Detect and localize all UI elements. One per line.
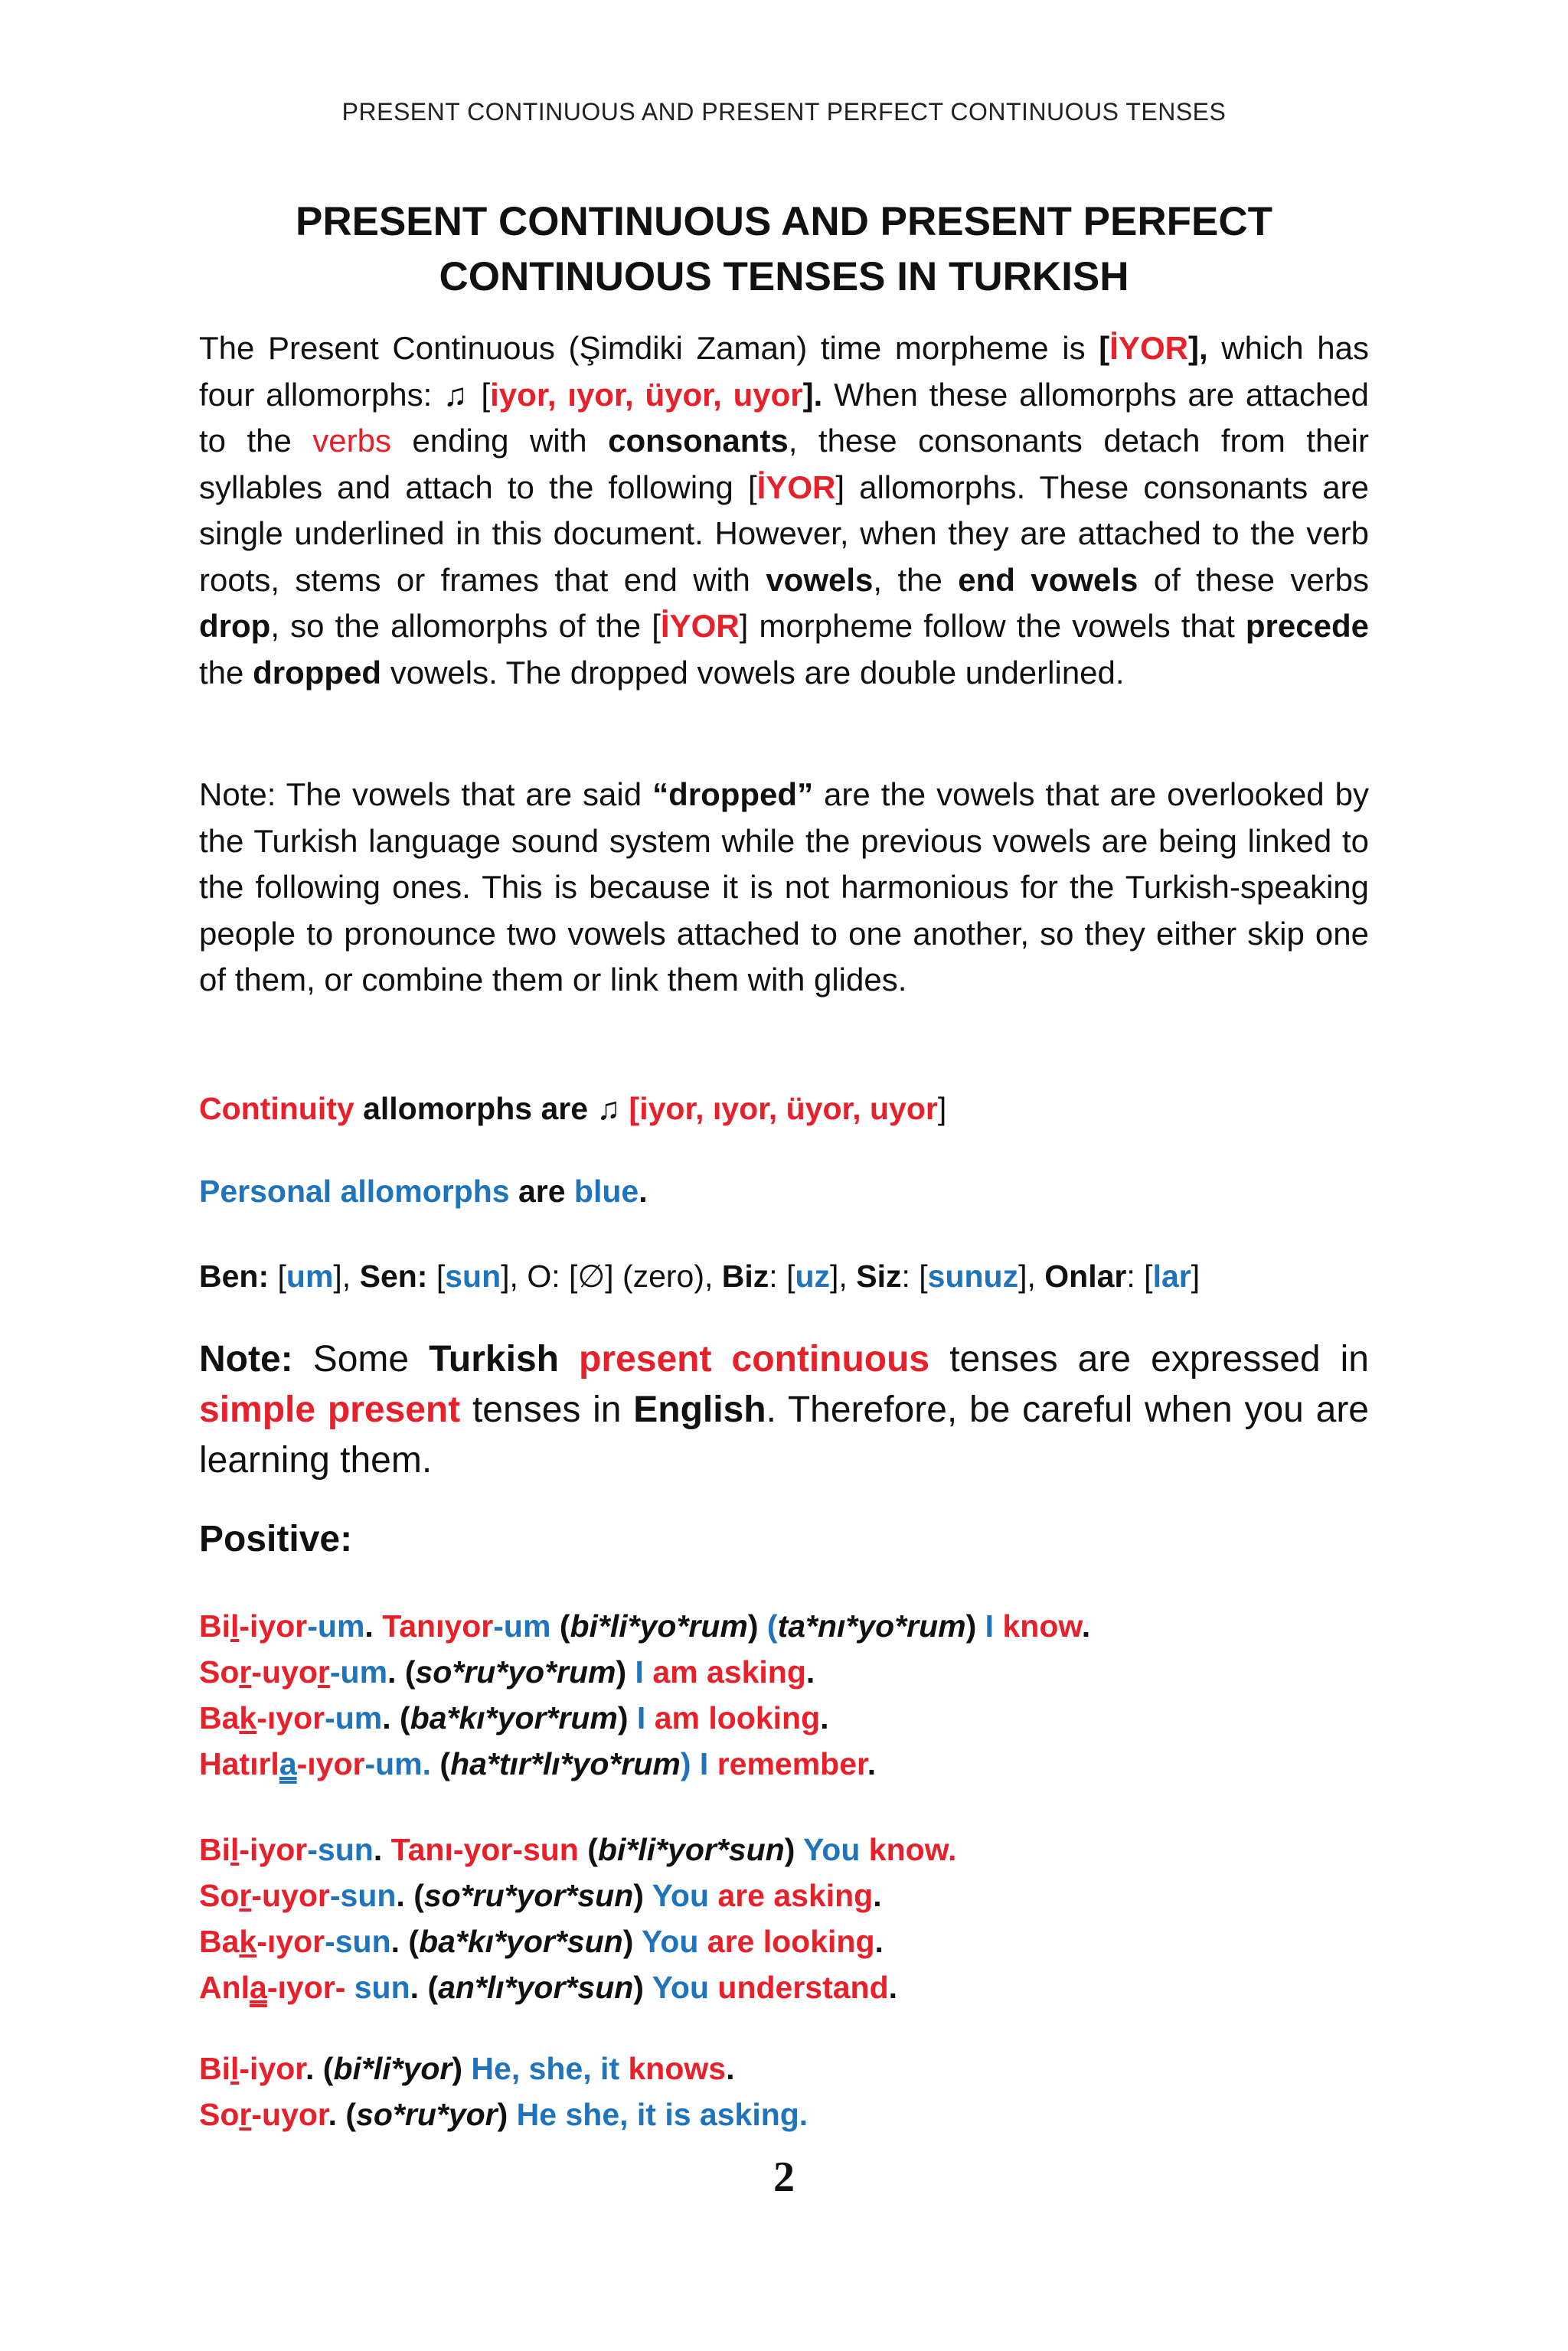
verb-stem: Bi — [199, 1832, 230, 1867]
punct: ( — [766, 1608, 778, 1644]
note2-text: tenses in — [460, 1389, 634, 1430]
pronunciation: ha*tır*lı*yo*rum — [450, 1746, 681, 1781]
morpheme-iyor: İYOR — [1109, 330, 1188, 366]
pronoun-biz: Biz — [721, 1259, 769, 1294]
bracket: ], — [333, 1259, 360, 1294]
bracket: ], — [830, 1259, 857, 1294]
detached-consonant: r — [317, 1654, 330, 1690]
pronunciation: bi*li*yo*rum — [570, 1608, 748, 1644]
morpheme-iyor: İYOR — [660, 608, 740, 644]
bracket: ]. — [802, 376, 823, 413]
positive-heading: Positive: — [199, 1519, 353, 1559]
example-line — [199, 2091, 1369, 2137]
continuity-suffix: -uyor — [251, 1878, 330, 1913]
punct: . ( — [387, 1654, 416, 1690]
continuity-text: allomorphs are ♫ — [354, 1091, 629, 1126]
blue-word: blue — [573, 1174, 639, 1209]
dropped-quote: “dropped” — [652, 776, 814, 812]
punct: ) — [617, 1700, 637, 1735]
punct: ) — [633, 1970, 652, 2005]
punct: ( — [578, 1832, 598, 1867]
intro-text: ] morpheme follow the vowels that — [739, 608, 1246, 644]
personal-suffix: -um. — [364, 1746, 432, 1781]
end-vowels-term: end vowels — [958, 561, 1138, 598]
pronunciation: so*ru*yo*rum — [415, 1654, 616, 1690]
continuity-suffix: -ıyor- — [266, 1970, 346, 2005]
verb-stem: So — [199, 2097, 240, 2132]
period: . — [639, 1174, 648, 1209]
personal-suffix: -um — [493, 1608, 551, 1644]
translation: knows — [619, 2051, 727, 2086]
bracket: ] — [1191, 1259, 1200, 1294]
suffix-sunuz: sunuz — [927, 1259, 1019, 1294]
verb-stem: Bi — [199, 2051, 230, 2086]
punct: . — [726, 2051, 735, 2086]
pronoun-siz: Siz — [856, 1259, 902, 1294]
punct: . ( — [328, 2097, 357, 2132]
subject-pronoun: You — [652, 1878, 709, 1913]
intro-text: The Present Continuous (Şimdiki Zaman) time morpheme is — [199, 330, 1099, 366]
simple-present-term: simple present — [199, 1389, 461, 1430]
turkish-term: Turkish — [429, 1339, 559, 1380]
detached-consonant: k — [239, 1700, 257, 1735]
intro-text: vowels. The dropped vowels are double underlined. — [381, 654, 1125, 691]
personal-suffix: -um — [329, 1654, 388, 1690]
punct: ) — [616, 1654, 635, 1690]
verb-stem: Bi — [199, 1608, 230, 1644]
bracket: ], — [1187, 330, 1208, 366]
bracket: ] — [937, 1091, 947, 1126]
suffix-uz: uz — [795, 1259, 831, 1294]
examples-sen — [199, 1827, 1369, 2010]
pronunciation: ba*kı*yor*sun — [419, 1924, 623, 1959]
continuity-suffix: -iyor — [239, 1608, 308, 1644]
punct: . — [873, 1878, 882, 1913]
note-section — [199, 772, 1369, 1004]
punct: . ( — [382, 1700, 410, 1735]
bracket: : [ — [769, 1259, 795, 1294]
allomorph-list: iyor, ıyor, üyor, uyor — [490, 376, 803, 413]
personal-suffix: -sun — [329, 1878, 397, 1913]
punct: ) — [497, 2097, 517, 2132]
punct: ( — [431, 1746, 451, 1781]
examples-ben — [199, 1603, 1369, 1787]
pronouns-line — [199, 1253, 1369, 1299]
bracket: [ — [1099, 330, 1110, 366]
translation: understand — [709, 1970, 889, 2005]
detached-consonant: l — [230, 1608, 240, 1644]
personal-suffix: -sun — [325, 1924, 391, 1959]
punct: . — [373, 1832, 391, 1867]
bracket: : [ — [901, 1259, 928, 1294]
detached-consonant: r — [239, 1878, 252, 1913]
punct: . — [867, 1746, 877, 1781]
verb-stem: Tanı-yor-sun — [390, 1832, 579, 1867]
punct: . — [364, 1608, 383, 1644]
punct: ) — [747, 1608, 767, 1644]
continuity-suffix: -ıyor — [256, 1700, 325, 1735]
pronunciation: an*lı*yor*sun — [438, 1970, 634, 2005]
verb-stem: Tanıyor — [382, 1608, 494, 1644]
bracket: ], — [501, 1259, 528, 1294]
subject-pronoun: I — [636, 1700, 646, 1735]
pronunciation: ba*kı*yor*rum — [410, 1700, 618, 1735]
punct: ( — [550, 1608, 570, 1644]
intro-text: which has four allomorphs: ♫ [ — [199, 330, 1370, 413]
intro-text: the — [199, 654, 253, 691]
verb-stem: Ba — [199, 1924, 240, 1959]
intro-text: , so the allomorphs of the [ — [270, 608, 661, 644]
example-line — [199, 2046, 1369, 2091]
pronunciation: so*ru*yor — [356, 2097, 498, 2132]
title-line-1: PRESENT CONTINUOUS AND PRESENT PERFECT — [295, 199, 1273, 244]
punct: . ( — [396, 1878, 424, 1913]
intro-section — [199, 325, 1369, 696]
punct: . — [1081, 1608, 1091, 1644]
note-label: Note: — [199, 1339, 293, 1380]
translation: He she, it is asking. — [516, 2097, 808, 2132]
pronunciation: so*ru*yor*sun — [423, 1878, 634, 1913]
title-line-2: CONTINUOUS TENSES IN TURKISH — [439, 254, 1129, 299]
personal-suffix: -sun — [307, 1832, 374, 1867]
personal-label: Personal allomorphs — [199, 1174, 510, 1209]
example-line — [199, 1741, 1369, 1787]
detached-consonant: l — [230, 1832, 240, 1867]
subject-pronoun: You — [803, 1832, 861, 1867]
translation: remember — [708, 1746, 867, 1781]
detached-consonant: k — [239, 1924, 257, 1959]
suffix-lar: lar — [1152, 1259, 1191, 1294]
personal-text: are — [509, 1174, 574, 1209]
bracket: [ — [427, 1259, 446, 1294]
running-header: PRESENT CONTINUOUS AND PRESENT PERFECT CONTINUOUS TENSES — [341, 98, 1227, 126]
suffix-zero: ∅ — [577, 1259, 606, 1294]
note2-text: . Therefore, be careful when you are learning them. — [199, 1389, 1370, 1481]
intro-text: ] allomorphs. These consonants are single underlined in this document. However, when they are attached to the verb roots, stems or frames that end with — [199, 469, 1369, 598]
continuity-suffix: -ıyor — [256, 1924, 325, 1959]
drop-term: drop — [199, 608, 271, 644]
punct: . — [888, 1970, 898, 2005]
dropped-term: dropped — [253, 654, 382, 691]
punct: . ( — [410, 1970, 439, 2005]
intro-text: ending with — [390, 423, 609, 459]
morpheme-iyor: İYOR — [756, 469, 836, 505]
continuity-list: [iyor, ıyor, üyor, uyor — [629, 1091, 938, 1126]
verb-stem: Hatırl — [199, 1746, 279, 1781]
translation: know — [994, 1608, 1082, 1644]
note2-text: Some — [292, 1339, 430, 1380]
note-text: are the vowels that are overlooked by the Turkish language sound system while the previous vowels are being linked to the following ones. This is because it is not harmonious for the Turkish-speaking people to pronounce two vowels attached to one another, so they either skip one of them, or combine them or link them with glides. — [199, 776, 1370, 998]
note2-text: tenses are expressed in — [929, 1339, 1369, 1380]
english-term: English — [633, 1389, 766, 1430]
intro-text: , these consonants detach from their syllables and attach to the following [ — [199, 423, 1369, 505]
punct: . — [805, 1654, 815, 1690]
subject-pronoun: I — [635, 1654, 644, 1690]
subject-pronoun: He, she, it — [471, 2051, 620, 2086]
page-title — [199, 194, 1369, 305]
examples-o — [199, 2046, 1369, 2137]
pronoun-o: O: — [527, 1259, 560, 1294]
example-line — [199, 1695, 1369, 1741]
pronunciation: bi*li*yor — [333, 2051, 452, 2086]
intro-text: When these allomorphs are attached to the — [199, 376, 1369, 459]
translation: are asking — [709, 1878, 874, 1913]
page-number: 2 — [773, 2153, 795, 2201]
punct: ) — [680, 1746, 700, 1781]
detached-consonant: r — [239, 2097, 252, 2132]
continuity-suffix: -uyor — [251, 2097, 328, 2132]
note2-text — [559, 1339, 579, 1380]
punct: ) — [452, 2051, 472, 2086]
punct: ) — [965, 1608, 985, 1644]
note-paragraph — [199, 772, 1369, 1004]
detached-consonant: r — [239, 1654, 252, 1690]
subject-pronoun: I — [699, 1746, 709, 1781]
vowels-term: vowels — [766, 561, 874, 598]
intro-text: , the — [873, 561, 959, 598]
pronoun-sen: Sen: — [359, 1259, 428, 1294]
continuity-suffix: -ıyor — [296, 1746, 365, 1781]
dropped-vowel: a — [279, 1746, 297, 1781]
punct: . ( — [390, 1924, 420, 1959]
example-line — [199, 1964, 1369, 2010]
precede-term: precede — [1245, 608, 1369, 644]
detached-consonant: l — [230, 2051, 240, 2086]
punct: ) — [622, 1924, 642, 1959]
example-line — [199, 1918, 1369, 1964]
verbs-term: verbs — [312, 423, 391, 459]
note-text: Note: The vowels that are said — [199, 776, 653, 812]
pronunciation: ta*nı*yo*rum — [777, 1608, 966, 1644]
translation: am looking — [645, 1700, 821, 1735]
continuity-line — [199, 1086, 1369, 1131]
subject-pronoun: You — [652, 1970, 710, 2005]
dropped-vowel: a — [250, 1970, 267, 2005]
continuity-suffix: -iyor — [239, 1832, 308, 1867]
subject-pronoun: I — [985, 1608, 995, 1644]
verb-stem: Anl — [199, 1970, 250, 2005]
intro-text: of these verbs — [1138, 561, 1370, 598]
verb-stem: So — [199, 1878, 240, 1913]
pronunciation: bi*li*yor*sun — [597, 1832, 785, 1867]
pronoun-ben: Ben: — [199, 1259, 270, 1294]
translation: know. — [860, 1832, 957, 1867]
bracket: ], — [1018, 1259, 1045, 1294]
personal-suffix: -um — [307, 1608, 365, 1644]
example-line — [199, 1649, 1369, 1695]
example-line — [199, 1827, 1369, 1873]
punct: . — [820, 1700, 829, 1735]
punct: . — [874, 1924, 884, 1959]
intro-paragraph — [199, 325, 1369, 696]
present-continuous-term: present continuous — [579, 1339, 930, 1380]
personal-suffix: -um — [325, 1700, 383, 1735]
consonants-term: consonants — [608, 423, 789, 459]
personal-suffix: sun — [345, 1970, 410, 2005]
continuity-label: Continuity — [199, 1091, 354, 1126]
bracket: : [ — [1126, 1259, 1153, 1294]
note2-paragraph — [199, 1334, 1369, 1486]
pronoun-onlar: Onlar — [1044, 1259, 1127, 1294]
suffix-sun: sun — [445, 1259, 501, 1294]
continuity-suffix: -iyor — [239, 2051, 305, 2086]
translation: are looking — [698, 1924, 875, 1959]
verb-stem: Ba — [199, 1700, 240, 1735]
punct: ) — [784, 1832, 803, 1867]
suffix-um: um — [286, 1259, 334, 1294]
bracket: [ — [560, 1259, 578, 1294]
verb-stem: So — [199, 1654, 240, 1690]
example-line — [199, 1873, 1369, 1918]
punct: ) — [633, 1878, 652, 1913]
example-line — [199, 1603, 1369, 1649]
subject-pronoun: You — [642, 1924, 699, 1959]
continuity-suffix: -uyo — [251, 1654, 318, 1690]
translation: am asking — [643, 1654, 806, 1690]
bracket: [ — [269, 1259, 286, 1294]
punct: . ( — [305, 2051, 334, 2086]
bracket: ] (zero), — [605, 1259, 722, 1294]
personal-line — [199, 1168, 1369, 1214]
